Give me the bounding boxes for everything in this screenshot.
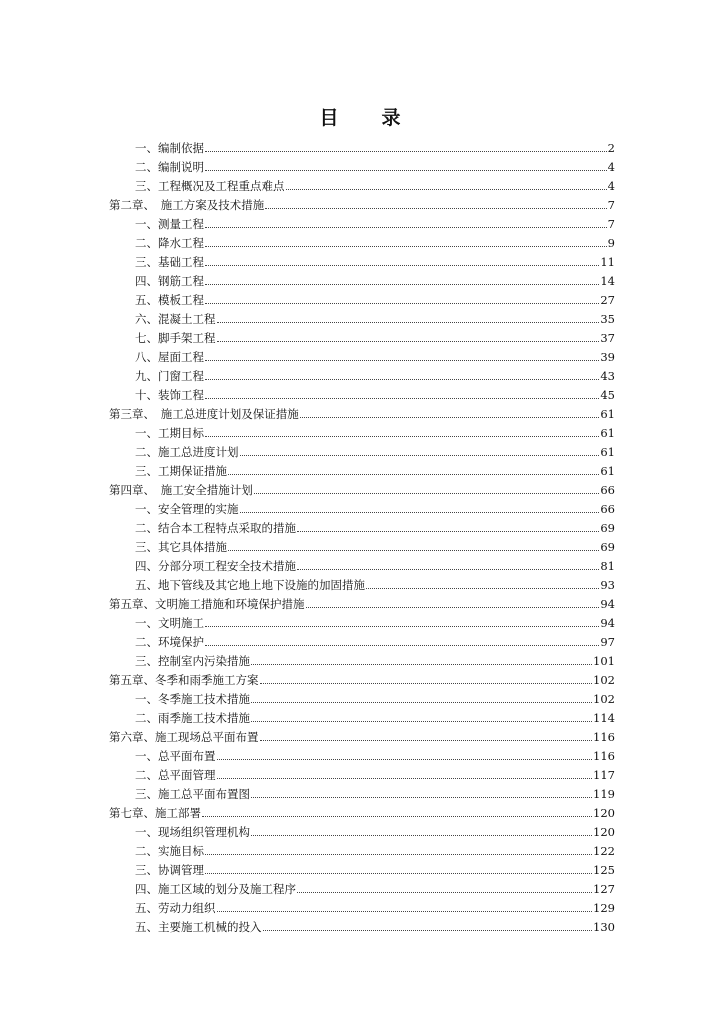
toc-chapter-entry[interactable] — [0, 193, 724, 212]
toc-page-number: 102 — [593, 673, 615, 687]
toc-section-entry[interactable] — [0, 782, 724, 801]
dot-leader — [205, 169, 607, 171]
dot-leader — [217, 321, 600, 323]
toc-section-entry[interactable] — [0, 345, 724, 364]
toc-section-entry[interactable] — [0, 687, 724, 706]
dot-leader — [240, 511, 600, 513]
toc-entry-text: 第四章、 施工安全措施计划 — [109, 483, 253, 497]
toc-entry-text: 四、分部分项工程安全技术措施 — [135, 559, 296, 573]
toc-entry-text: 一、编制依据 — [135, 141, 204, 155]
toc-entry-text: 九、门窗工程 — [135, 369, 204, 383]
toc-entry-text: 五、地下管线及其它地上地下设施的加固措施 — [135, 578, 365, 592]
dot-leader — [286, 188, 607, 190]
toc-section-entry[interactable] — [0, 516, 724, 535]
dot-leader — [251, 701, 592, 703]
toc-page-number: 120 — [593, 825, 615, 839]
toc-entry-text: 二、施工总进度计划 — [135, 445, 239, 459]
toc-page-number: 9 — [607, 236, 615, 250]
dot-leader — [297, 530, 599, 532]
toc-page-number: 129 — [593, 901, 615, 915]
toc-page-number: 66 — [600, 502, 615, 516]
toc-page-number: 119 — [593, 787, 615, 801]
toc-page-number: 116 — [593, 749, 615, 763]
dot-leader — [205, 435, 599, 437]
toc-page-number: 4 — [607, 160, 615, 174]
toc-chapter-entry[interactable] — [0, 801, 724, 820]
toc-page-number: 125 — [593, 863, 615, 877]
toc-section-entry[interactable] — [0, 364, 724, 383]
dot-leader — [260, 682, 593, 684]
toc-entry-text: 一、现场组织管理机构 — [135, 825, 250, 839]
toc-section-entry[interactable] — [0, 877, 724, 896]
toc-chapter-entry[interactable] — [0, 402, 724, 421]
toc-section-entry[interactable] — [0, 212, 724, 231]
dot-leader — [205, 397, 599, 399]
toc-section-entry[interactable] — [0, 174, 724, 193]
toc-section-entry[interactable] — [0, 288, 724, 307]
toc-page-number: 81 — [600, 559, 615, 573]
toc-section-entry[interactable] — [0, 820, 724, 839]
toc-entry-text: 三、施工总平面布置图 — [135, 787, 250, 801]
toc-section-entry[interactable] — [0, 250, 724, 269]
toc-section-entry[interactable] — [0, 896, 724, 915]
toc-entry-text: 第六章、施工现场总平面布置 — [109, 730, 259, 744]
toc-section-entry[interactable] — [0, 858, 724, 877]
dot-leader — [217, 777, 593, 779]
toc-section-entry[interactable] — [0, 611, 724, 630]
toc-entry-text: 五、主要施工机械的投入 — [135, 920, 262, 934]
dot-leader — [251, 796, 592, 798]
toc-section-entry[interactable] — [0, 136, 724, 155]
dot-leader — [205, 283, 599, 285]
toc-section-entry[interactable] — [0, 839, 724, 858]
toc-section-entry[interactable] — [0, 573, 724, 592]
toc-entry-text: 一、安全管理的实施 — [135, 502, 239, 516]
toc-page-number: 122 — [593, 844, 615, 858]
toc-section-entry[interactable] — [0, 231, 724, 250]
toc-entry-text: 第五章、文明施工措施和环境保护措施 — [109, 597, 305, 611]
dot-leader — [217, 910, 593, 912]
toc-entry-text: 二、编制说明 — [135, 160, 204, 174]
toc-section-entry[interactable] — [0, 307, 724, 326]
dot-leader — [205, 226, 607, 228]
toc-page-number: 93 — [600, 578, 615, 592]
toc-entry-text: 一、冬季施工技术措施 — [135, 692, 250, 706]
toc-list — [0, 136, 724, 934]
toc-entry-text: 第七章、施工部署 — [109, 806, 201, 820]
toc-entry-text: 三、工期保证措施 — [135, 464, 227, 478]
toc-page-number: 43 — [600, 369, 615, 383]
toc-section-entry[interactable] — [0, 630, 724, 649]
toc-page-number: 39 — [600, 350, 615, 364]
toc-page-number: 45 — [600, 388, 615, 402]
dot-leader — [251, 663, 592, 665]
dot-leader — [205, 378, 599, 380]
toc-entry-text: 二、实施目标 — [135, 844, 204, 858]
toc-page-number: 69 — [600, 521, 615, 535]
dot-leader — [205, 644, 599, 646]
toc-section-entry[interactable] — [0, 706, 724, 725]
toc-page-number: 120 — [593, 806, 615, 820]
dot-leader — [297, 891, 592, 893]
toc-page-number: 61 — [600, 426, 615, 440]
dot-leader — [205, 264, 599, 266]
toc-title: 目 录 — [319, 107, 413, 129]
toc-section-entry[interactable] — [0, 744, 724, 763]
toc-entry-text: 二、总平面管理 — [135, 768, 216, 782]
toc-page-number: 4 — [607, 179, 615, 193]
toc-page-number: 97 — [600, 635, 615, 649]
toc-entry-text: 八、屋面工程 — [135, 350, 204, 364]
dot-leader — [205, 245, 607, 247]
toc-entry-text: 一、测量工程 — [135, 217, 204, 231]
toc-page-number: 130 — [593, 920, 615, 934]
toc-section-entry[interactable] — [0, 497, 724, 516]
toc-section-entry[interactable] — [0, 459, 724, 478]
toc-chapter-entry[interactable] — [0, 668, 724, 687]
toc-entry-text: 五、劳动力组织 — [135, 901, 216, 915]
dot-leader — [205, 150, 607, 152]
dot-leader — [217, 340, 600, 342]
toc-entry-text: 三、工程概况及工程重点难点 — [135, 179, 285, 193]
toc-entry-text: 第五章、冬季和雨季施工方案 — [109, 673, 259, 687]
toc-page-number: 2 — [607, 141, 615, 155]
toc-chapter-entry[interactable] — [0, 725, 724, 744]
toc-page-number: 35 — [600, 312, 615, 326]
dot-leader — [228, 549, 599, 551]
dot-leader — [251, 720, 592, 722]
dot-leader — [300, 416, 600, 418]
toc-page-number: 61 — [600, 464, 615, 478]
dot-leader — [306, 606, 600, 608]
toc-page-number: 61 — [600, 445, 615, 459]
toc-entry-text: 五、模板工程 — [135, 293, 204, 307]
toc-entry-text: 三、其它具体措施 — [135, 540, 227, 554]
toc-entry-text: 六、混凝土工程 — [135, 312, 216, 326]
toc-entry-text: 第二章、 施工方案及技术措施 — [109, 198, 265, 212]
dot-leader — [205, 359, 599, 361]
toc-page-number: 114 — [593, 711, 615, 725]
toc-section-entry[interactable] — [0, 763, 724, 782]
toc-page-number: 116 — [593, 730, 615, 744]
dot-leader — [265, 207, 606, 209]
dot-leader — [205, 853, 592, 855]
toc-entry-text: 四、施工区域的划分及施工程序 — [135, 882, 296, 896]
dot-leader — [263, 929, 593, 931]
toc-page-number: 27 — [600, 293, 615, 307]
toc-page-number: 61 — [600, 407, 615, 421]
toc-entry-text: 二、结合本工程特点采取的措施 — [135, 521, 296, 535]
toc-section-entry[interactable] — [0, 269, 724, 288]
dot-leader — [205, 302, 599, 304]
toc-page-number: 7 — [607, 217, 615, 231]
toc-chapter-entry[interactable] — [0, 478, 724, 497]
toc-entry-text: 四、钢筋工程 — [135, 274, 204, 288]
toc-entry-text: 二、雨季施工技术措施 — [135, 711, 250, 725]
toc-entry-text: 二、降水工程 — [135, 236, 204, 250]
toc-page-number: 94 — [600, 597, 615, 611]
toc-entry-text: 第三章、 施工总进度计划及保证措施 — [109, 407, 299, 421]
toc-entry-text: 十、装饰工程 — [135, 388, 204, 402]
toc-entry-text: 一、总平面布置 — [135, 749, 216, 763]
toc-section-entry[interactable] — [0, 421, 724, 440]
toc-page-number: 127 — [593, 882, 615, 896]
dot-leader — [366, 587, 599, 589]
toc-section-entry[interactable] — [0, 554, 724, 573]
toc-entry-text: 二、环境保护 — [135, 635, 204, 649]
toc-section-entry[interactable] — [0, 326, 724, 345]
dot-leader — [251, 834, 592, 836]
toc-page-number: 94 — [600, 616, 615, 630]
toc-entry-text: 三、控制室内污染措施 — [135, 654, 250, 668]
toc-section-entry[interactable] — [0, 155, 724, 174]
toc-page-number: 37 — [600, 331, 615, 345]
toc-section-entry[interactable] — [0, 440, 724, 459]
dot-leader — [202, 815, 592, 817]
dot-leader — [228, 473, 599, 475]
toc-section-entry[interactable] — [0, 383, 724, 402]
dot-leader — [260, 739, 593, 741]
toc-page-number: 14 — [600, 274, 615, 288]
toc-entry-text: 一、文明施工 — [135, 616, 204, 630]
dot-leader — [205, 872, 592, 874]
toc-page-number: 101 — [593, 654, 615, 668]
toc-page-number: 117 — [593, 768, 615, 782]
dot-leader — [297, 568, 599, 570]
toc-page-number: 102 — [593, 692, 615, 706]
toc-entry-text: 一、工期目标 — [135, 426, 204, 440]
dot-leader — [240, 454, 600, 456]
toc-entry-text: 七、脚手架工程 — [135, 331, 216, 345]
dot-leader — [254, 492, 600, 494]
toc-section-entry[interactable] — [0, 649, 724, 668]
toc-chapter-entry[interactable] — [0, 592, 724, 611]
toc-entry-text: 三、协调管理 — [135, 863, 204, 877]
toc-page-number: 11 — [600, 255, 615, 269]
toc-page-number: 7 — [607, 198, 615, 212]
toc-page-number: 69 — [600, 540, 615, 554]
toc-entry-text: 三、基础工程 — [135, 255, 204, 269]
toc-page-number: 66 — [600, 483, 615, 497]
dot-leader — [205, 625, 599, 627]
toc-section-entry[interactable] — [0, 915, 724, 934]
toc-section-entry[interactable] — [0, 535, 724, 554]
dot-leader — [217, 758, 593, 760]
